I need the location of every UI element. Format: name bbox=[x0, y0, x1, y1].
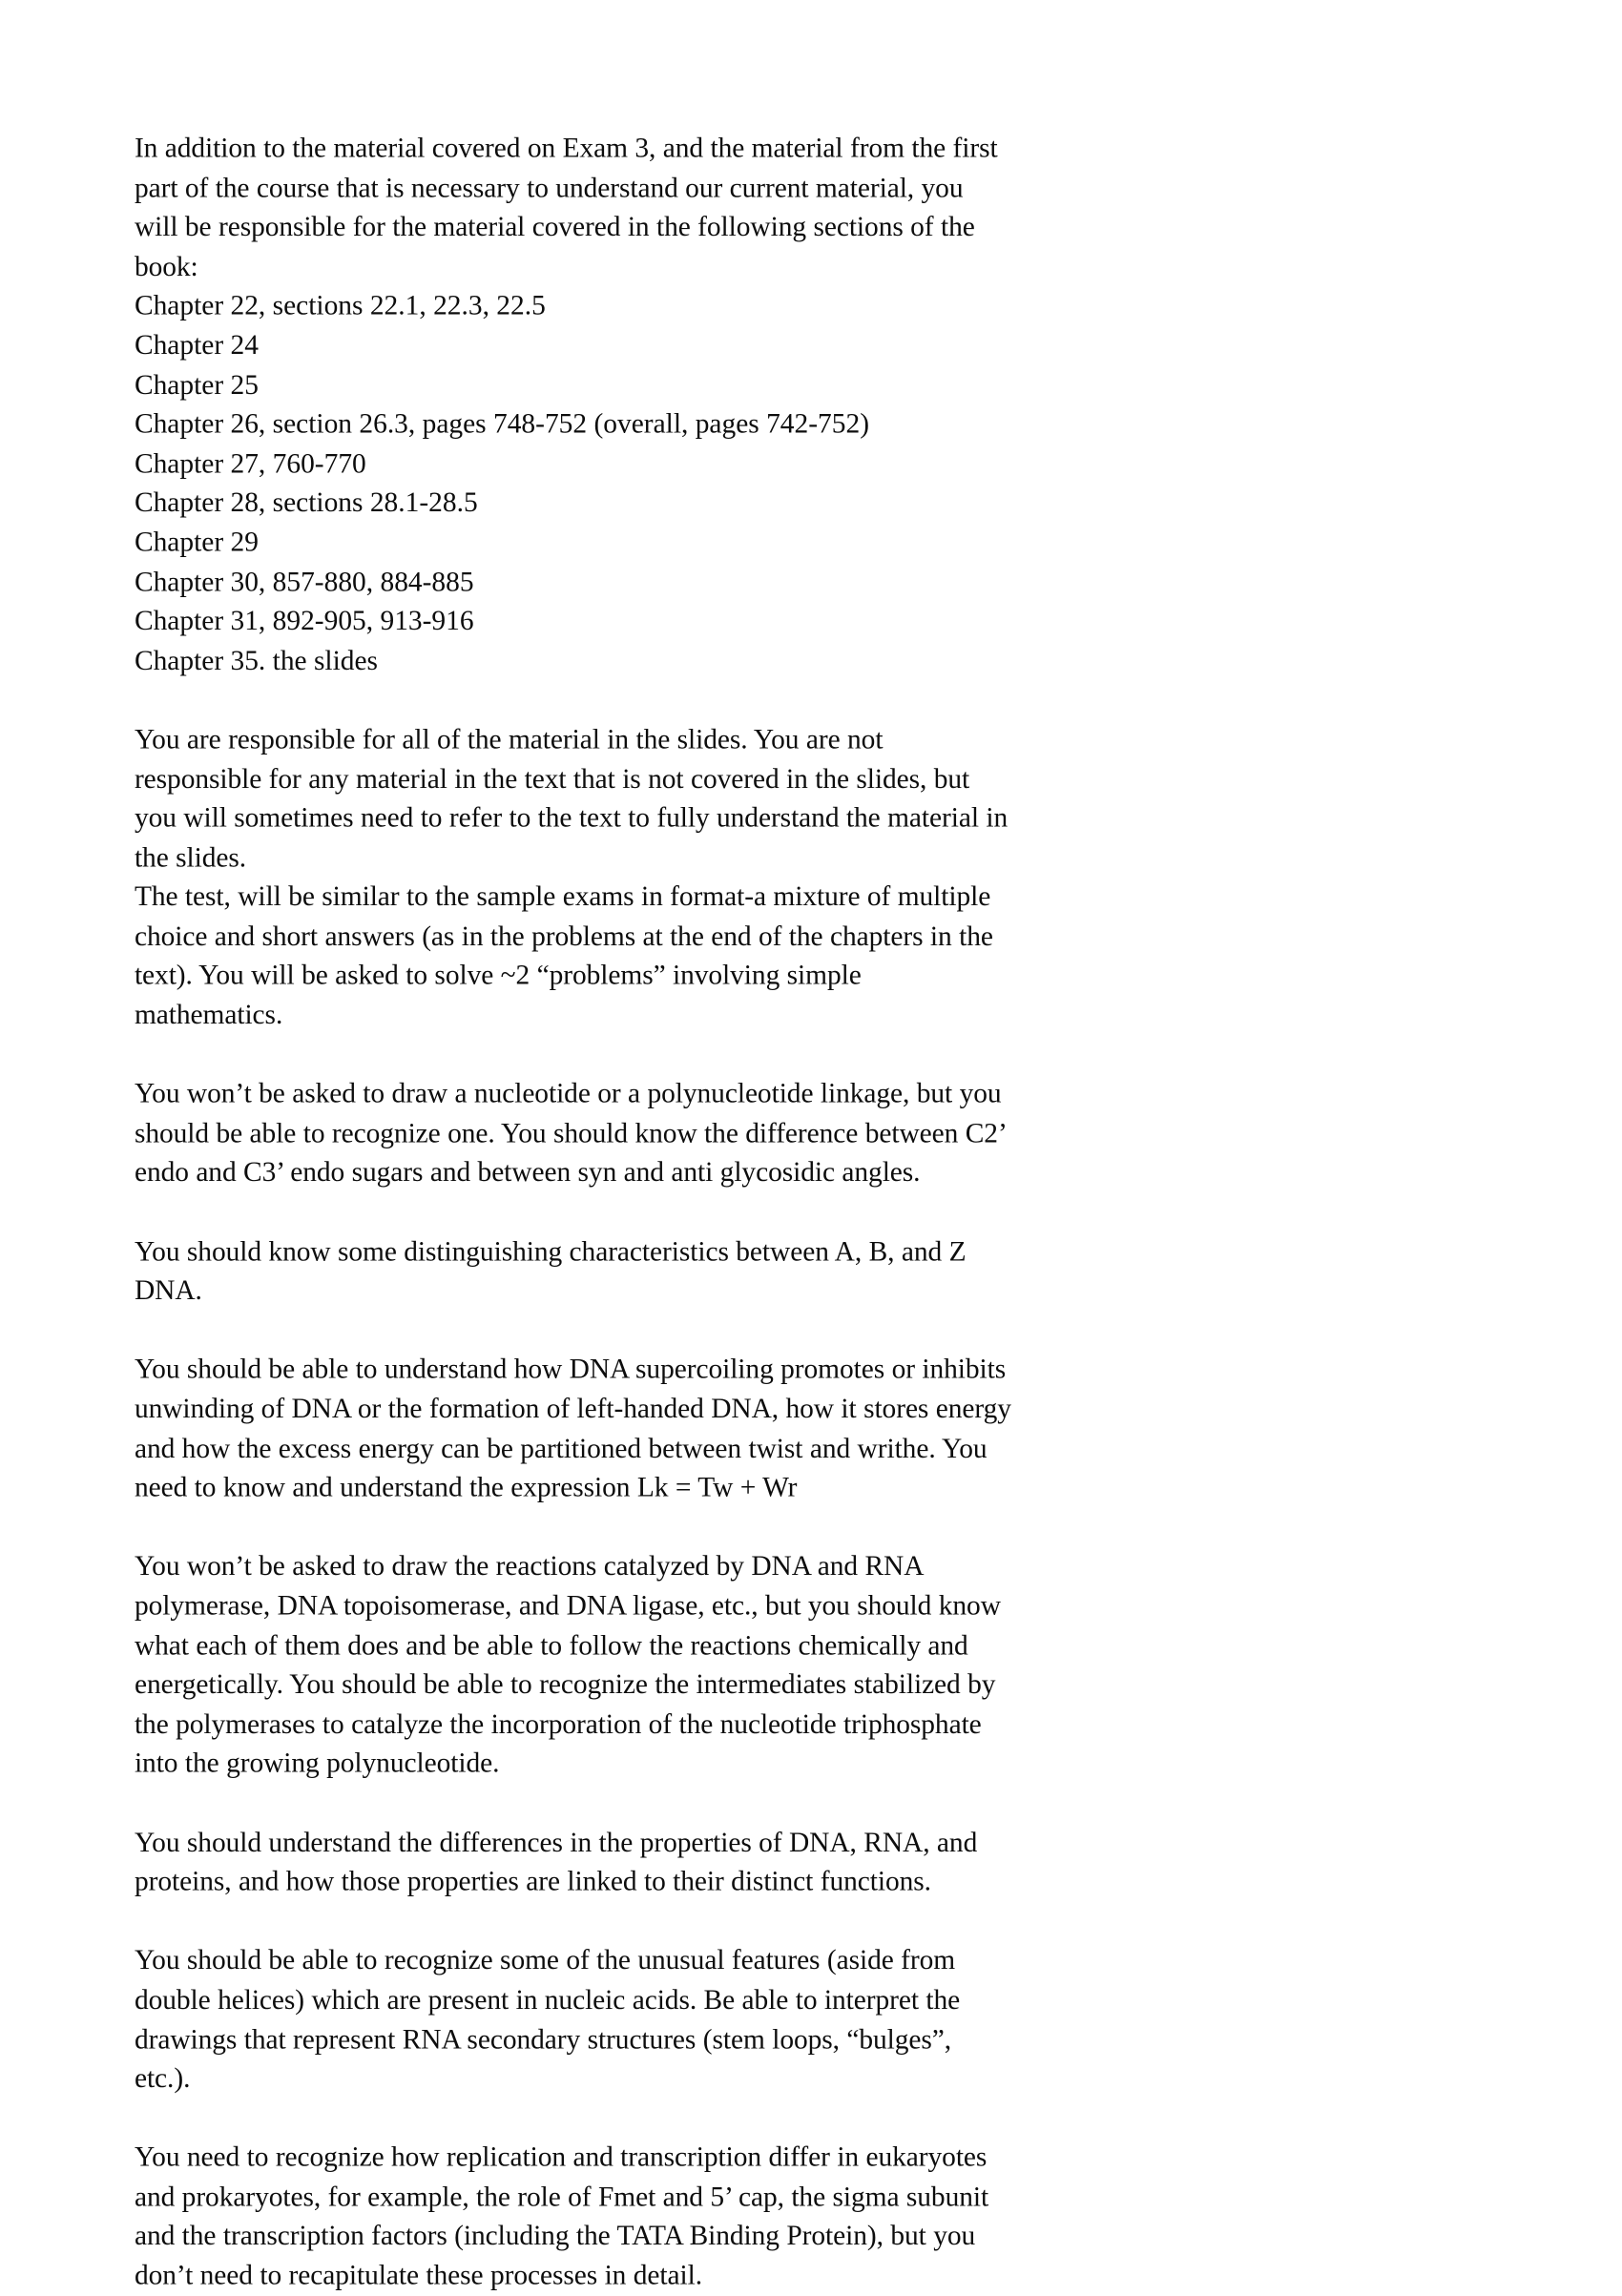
chapter-list-item: Chapter 27, 760-770 bbox=[134, 446, 366, 480]
chapter-list-item: Chapter 35. the slides bbox=[134, 644, 379, 676]
paragraph-slides-responsibility: You are responsible for all of the material in the slides. You are not responsible for any material in the text that is not covered in the slides, but you will sometimes need to refer to the text to fully understand the material in the slides. bbox=[134, 722, 1009, 874]
chapter-list-item: Chapter 24 bbox=[134, 328, 259, 362]
paragraph-unusual-features: You should be able to recognize some of the unusual features (aside from double helices) which are present in nucleic acids. Be able to interpret the drawings that represent RNA secondary structures (stem loops, “bulges”, etc.). bbox=[134, 1943, 961, 2095]
chapter-list bbox=[135, 287, 1013, 681]
paragraph-test-format: The test, will be similar to the sample exams in format-a mixture of multiple choice and short answers (as in the problems at the end of the chapters in the text). You will be asked to solve ~2 “problems” involving simple mathematics. bbox=[134, 879, 993, 1031]
paragraph-dna-rna-protein-properties: You should understand the differences in the properties of DNA, RNA, and proteins, and how those properties are linked to their distinct functions. bbox=[134, 1825, 978, 1897]
intro-paragraph: In addition to the material covered on Exam 3, and the material from the first part of the course that is necessary to understand our current material, you will be responsible for the material covered in the following sections of the book: bbox=[134, 132, 998, 282]
paragraph-spacer bbox=[135, 1311, 1013, 1350]
paragraph-polymerase-reactions: You won’t be asked to draw the reactions catalyzed by DNA and RNA polymerase, DNA topoisomerase, and DNA ligase, etc., but you should know what each of them does and be able to follow the reactions chemically and energetically. You should be able to recognize the intermediates stabilized by the polymerases to catalyze the incorporation of the nucleotide triphosphate into the growing polynucleotide. bbox=[134, 1549, 1001, 1779]
paragraph-spacer bbox=[135, 1192, 1013, 1231]
paragraph-spacer bbox=[135, 1508, 1013, 1547]
paragraph-nucleotide-drawing: You won’t be asked to draw a nucleotide or a polynucleotide linkage, but you should be able to recognize one. You should know the difference between C2’ endo and C3’ endo sugars and between syn and anti glycosidic angles. bbox=[134, 1077, 1006, 1189]
paragraph-spacer bbox=[135, 2099, 1013, 2138]
document-body bbox=[135, 129, 1013, 2295]
paragraph-spacer bbox=[135, 1035, 1013, 1074]
paragraph-supercoiling: You should be able to understand how DNA supercoiling promotes or inhibits unwinding of DNA or the formation of left-handed DNA, how it stores energy and how the excess energy can be partitioned between twist and writhe. You need to know and understand the expression Lk = Tw + Wr bbox=[134, 1353, 1011, 1503]
paragraph-spacer bbox=[135, 681, 1013, 720]
chapter-list-item: Chapter 28, sections 28.1-28.5 bbox=[134, 486, 478, 519]
chapter-list-item: Chapter 26, section 26.3, pages 748-752 (overall, pages 742-752) bbox=[134, 407, 870, 440]
paragraph-replication-transcription: You need to recognize how replication and transcription differ in eukaryotes and prokaryotes, for example, the role of Fmet and 5’ cap, the sigma subunit and the transcription factors (including the TATA Binding Protein), but you don’t need to recapitulate these processes in detail. bbox=[134, 2141, 989, 2291]
paragraph-abz-dna: You should know some distinguishing characteristics between A, B, and Z DNA. bbox=[134, 1234, 967, 1307]
chapter-list-item: Chapter 22, sections 22.1, 22.3, 22.5 bbox=[134, 289, 546, 321]
chapter-list-item: Chapter 30, 857-880, 884-885 bbox=[134, 565, 474, 597]
chapter-list-item: Chapter 31, 892-905, 913-916 bbox=[134, 604, 474, 637]
paragraph-spacer bbox=[135, 1784, 1013, 1823]
chapter-list-item: Chapter 29 bbox=[134, 526, 259, 558]
chapter-list-item: Chapter 25 bbox=[134, 367, 259, 401]
paragraph-spacer bbox=[135, 1902, 1013, 1941]
